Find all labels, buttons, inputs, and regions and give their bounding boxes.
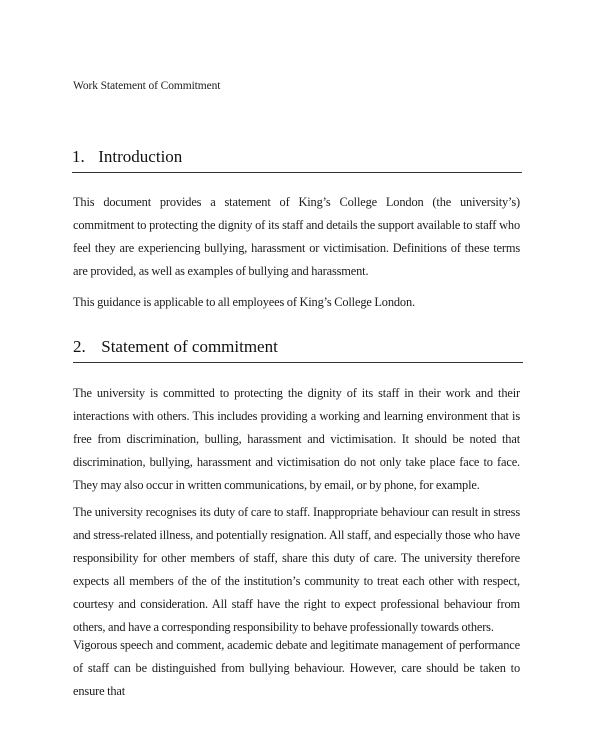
- paragraph: The university recognises its duty of care to staff. Inappropriate behaviour can result in stress and stress-related illness, and potentially resignation. All staff, and especially those who have responsibility for other members of staff, share this duty of care. The university therefore expects all members of the of the institution’s community to treat each other with respect, courtesy and consideration. All staff have the right to expect professional behaviour from others, and have a corresponding responsibility to behave professionally towards others.: [73, 505, 520, 634]
- section-number: 1.: [72, 147, 85, 166]
- section-number: 2.: [73, 337, 86, 356]
- section-heading-statement-of-commitment: [73, 337, 523, 363]
- paragraph: Vigorous speech and comment, academic debate and legitimate management of performance of staff can be distinguished from bullying behaviour. However, care should be taken to ensure that: [73, 638, 520, 698]
- paragraph: This document provides a statement of King’s College London (the university’s) commitment to protecting the dignity of its staff and details the support available to staff who feel they are experiencing bullying, harassment or victimisation. Definitions of these terms are provided, as well as examples of bullying and harassment.: [73, 195, 520, 278]
- section-heading-introduction: [72, 147, 522, 173]
- paragraph: This guidance is applicable to all employees of King’s College London.: [73, 295, 415, 309]
- section-title: Introduction: [98, 147, 183, 166]
- paragraph: The university is committed to protecting the dignity of its staff in their work and their interactions with others. This includes providing a working and learning environment that is free from discrimination, bulling, harassment and victimisation. It should be noted that discrimination, bullying, harassment and victimisation do not only take place face to face. They may also occur in written communications, by email, or by phone, for example.: [73, 386, 520, 492]
- section-title: Statement of commitment: [101, 337, 278, 356]
- running-header: Work Statement of Commitment: [73, 80, 221, 92]
